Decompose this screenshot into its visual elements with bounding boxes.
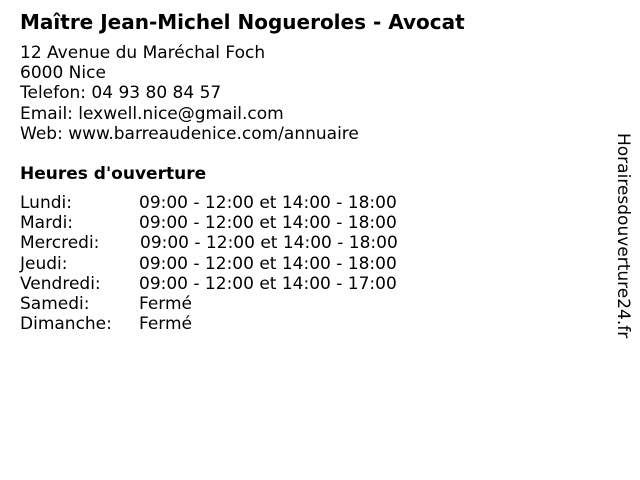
day-label: Lundi: (20, 193, 72, 213)
contact-block (20, 43, 359, 144)
email-address: Email: lexwell.nice@gmail.com (20, 103, 284, 124)
address-street: 12 Avenue du Maréchal Foch (20, 43, 266, 63)
opening-hours-table (20, 193, 398, 334)
time-value: Fermé (139, 314, 193, 335)
hours-row-thursday (20, 254, 398, 274)
hours-row-friday (20, 274, 398, 294)
website: Web: www.barreaudenice.com/annuaire (20, 123, 359, 144)
page-title: Maître Jean-Michel Nogueroles - Avocat (20, 10, 465, 34)
hours-row-tuesday (20, 213, 398, 233)
address-city: 6000 Nice (20, 63, 106, 84)
day-label: Mercredi: (20, 233, 100, 254)
time-value: 09:00 - 12:00 et 14:00 - 18:00 (139, 213, 397, 234)
time-value: 09:00 - 12:00 et 14:00 - 18:00 (140, 233, 398, 254)
hours-row-sunday (20, 314, 398, 334)
hours-row-wednesday (20, 233, 398, 253)
phone-number: Telefon: 04 93 80 84 57 (20, 83, 222, 104)
time-value: Fermé (139, 294, 193, 315)
day-label: Dimanche: (20, 314, 112, 335)
hours-row-monday (20, 193, 398, 213)
day-label: Jeudi: (20, 253, 68, 274)
hours-heading: Heures d'ouverture (20, 164, 207, 184)
day-label: Mardi: (20, 213, 74, 234)
hours-row-saturday (20, 294, 398, 314)
site-watermark: Horairesdouverture24.fr (613, 133, 633, 339)
day-label: Vendredi: (20, 273, 101, 294)
time-value: 09:00 - 12:00 et 14:00 - 18:00 (139, 253, 397, 274)
day-label: Samedi: (20, 294, 90, 315)
time-value: 09:00 - 12:00 et 14:00 - 17:00 (139, 273, 397, 294)
time-value: 09:00 - 12:00 et 14:00 - 18:00 (139, 193, 397, 213)
